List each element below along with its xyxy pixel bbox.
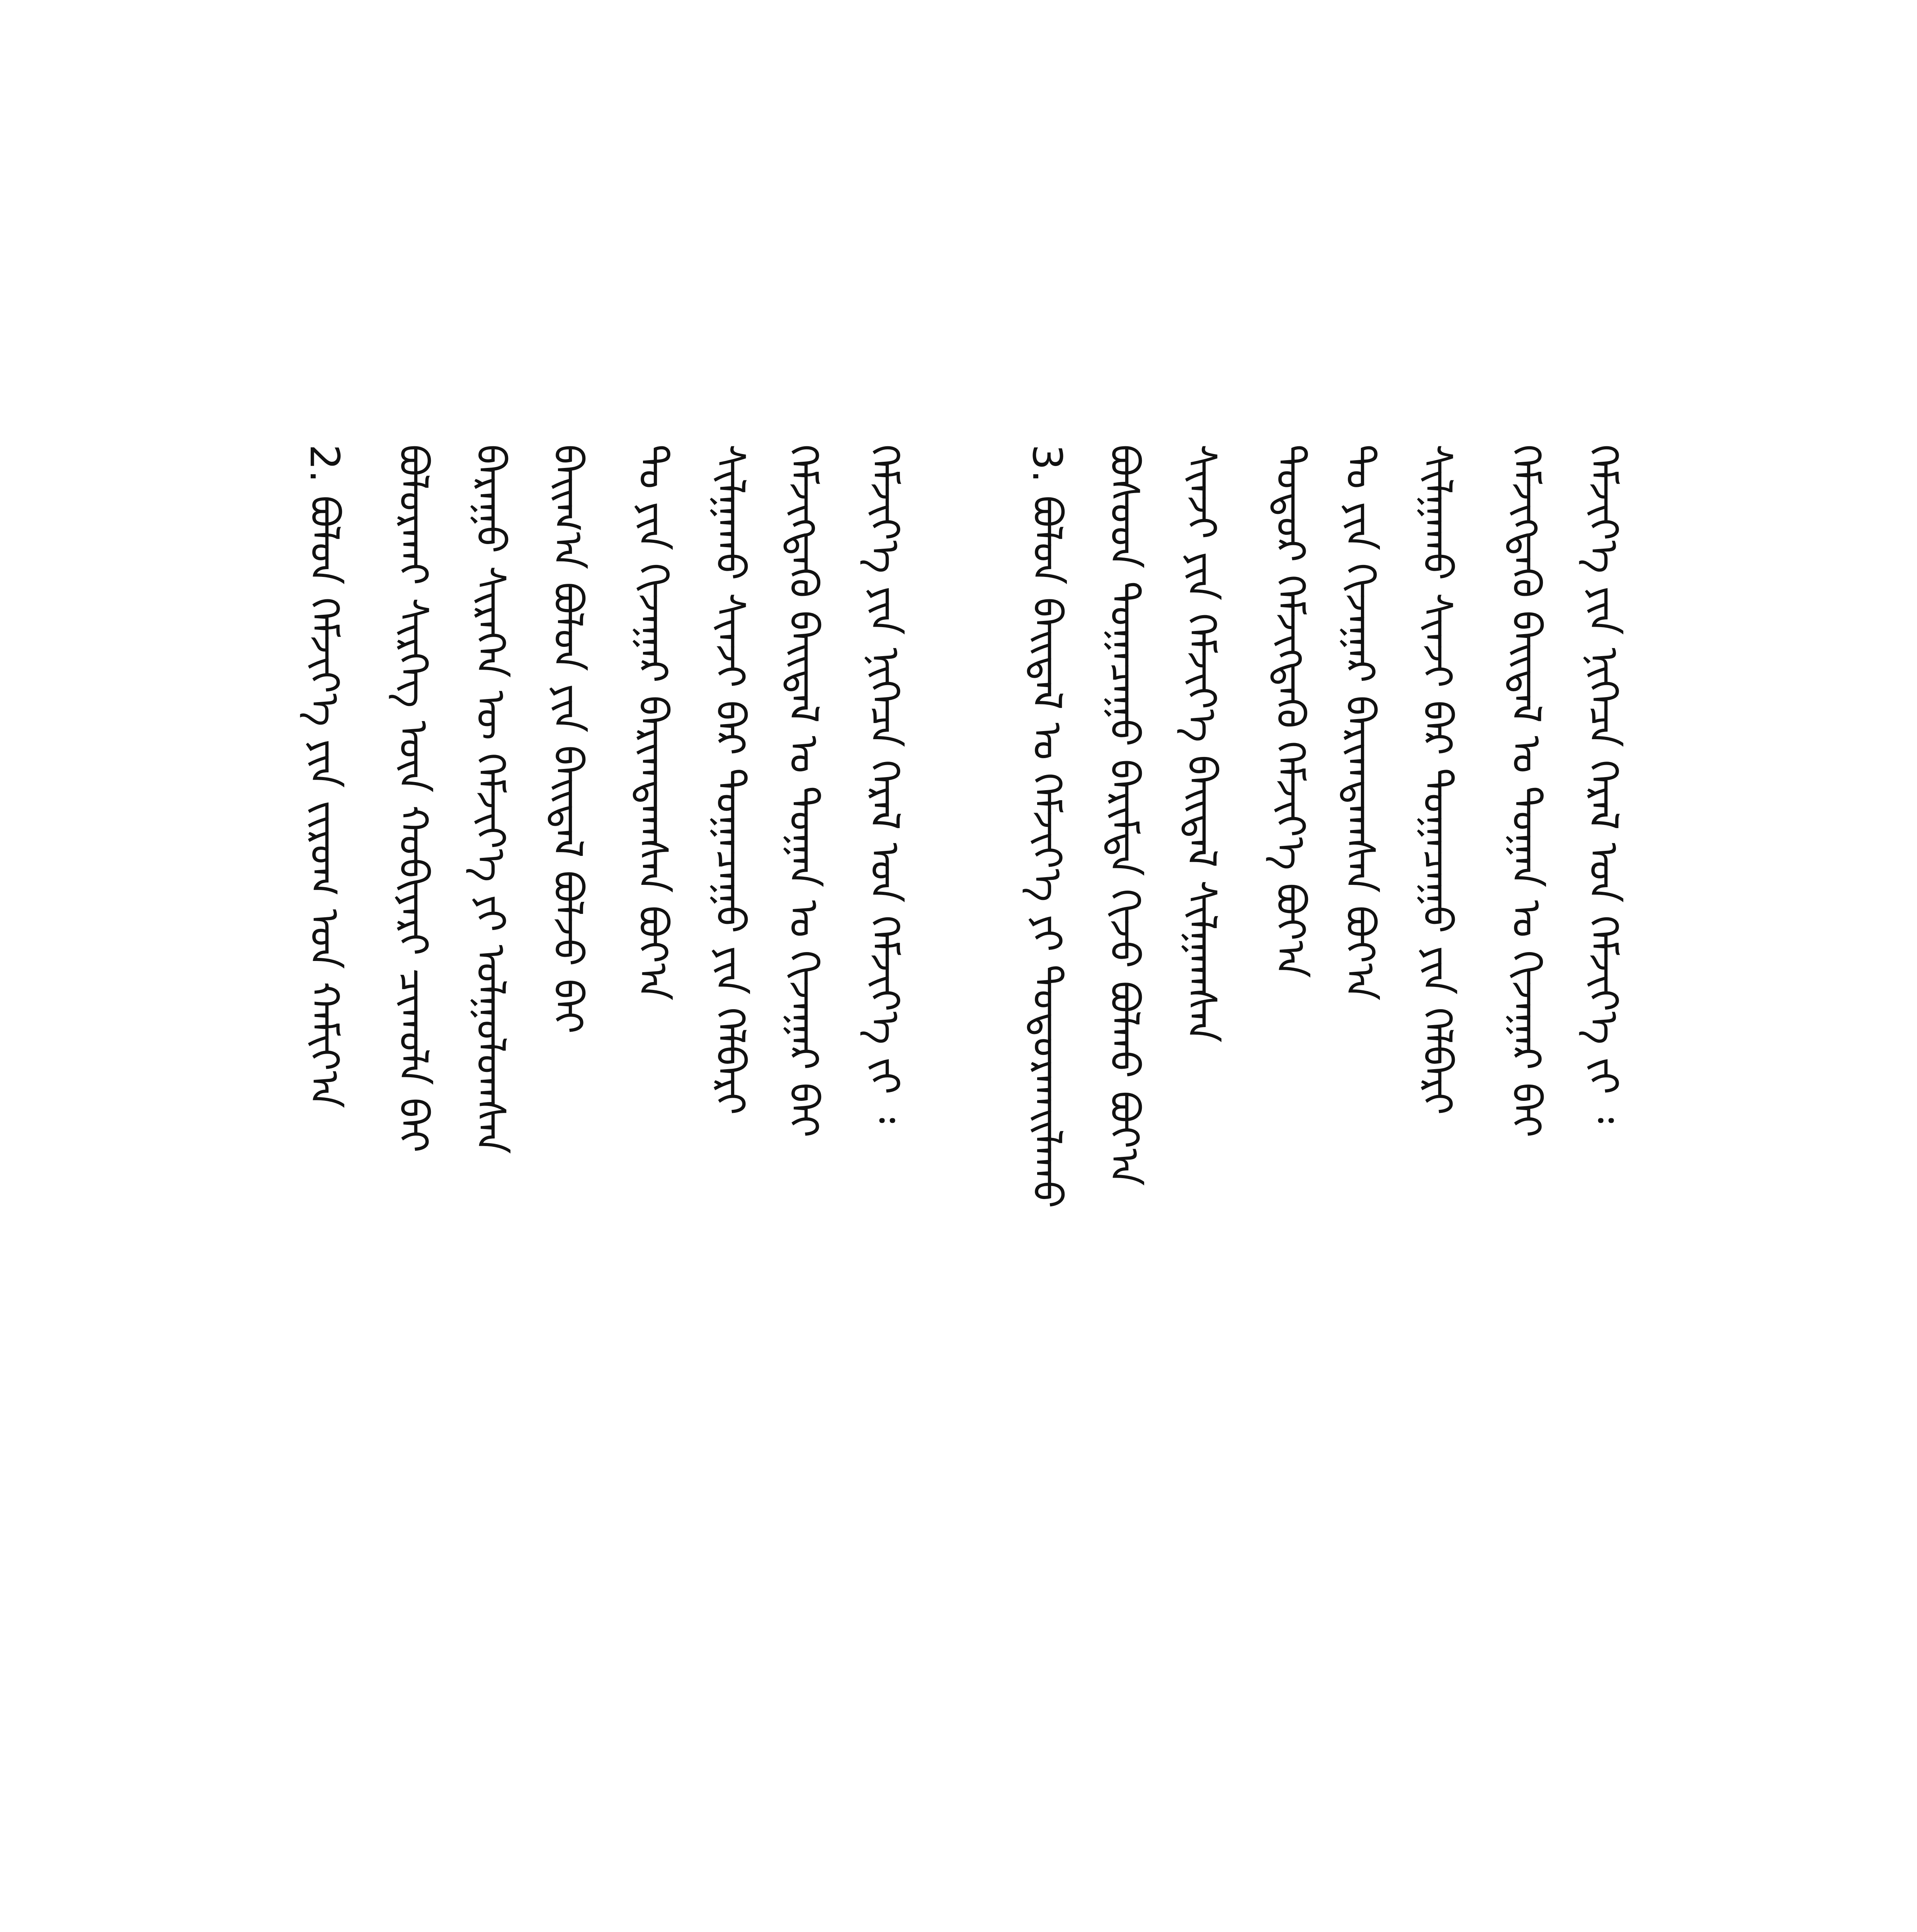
text-line-15: ᠬᠡᠮᠵᠢᠭᠳᠡᠬᠦ ᠪᠠᠢᠳᠠᠯ ᠤ ᠲᠣᠭᠠᠨ ᠤ ᠬᠢᠵᠠᠭᠠᠷ ᠪᠠᠢ	[1503, 444, 1550, 1138]
text-line-7: ᠬᠡᠮᠵᠢᠭᠳᠡᠬᠦ ᠪᠠᠢᠳᠠᠯ ᠤ ᠲᠣᠭᠠᠨ ᠤ ᠬᠢᠵᠠᠭᠠᠷ ᠪᠠᠢ	[780, 444, 827, 1138]
text-line-8: ᠬᠡᠮᠵᠢᠶ᠎ᠡ ᠶᠢᠨ ᠨᠢᠭᠡᠴᠡ ᠭᠡᠷᠡᠯ ᠤᠨ ᠬᠡᠮᠵᠢᠶ᠎ᠡ ᠵᠢ ᠄	[861, 444, 908, 1124]
text-line-9: 3. ᠪᠣᠯᠤᠨ ᠪᠠᠢᠳᠠᠯ ᠤ ᠬᠡᠮᠵᠢᠶ᠎ᠡ ᠶᠢ ᠲᠣᠳᠣᠷᠬᠠᠢᠯᠠᠬᠤ	[1024, 444, 1071, 1208]
text-line-3: ᠪᠠᠷᠠᠭᠤ ᠰᠢᠷᠡᠭᠡᠨ ᠦ ᠬᠡᠮᠵᠢᠶ᠎ᠡ ᠶᠢ ᠣᠯᠭᠤᠯᠤᠭᠰᠠᠨ	[467, 444, 514, 1154]
text-line-13: ᠲᠣ ᠶᠢᠨ ᠬᠢᠵᠠᠭᠠᠷ ᠪᠠᠷᠢᠭᠳᠠᠭᠰᠠᠨ ᠪᠤᠶ᠎ᠠ	[1337, 444, 1384, 1001]
text-line-10: ᠪᠤᠰᠤᠳ ᠲᠣᠭᠠᠴᠠᠭᠤ ᠪᠠᠷᠢᠮᠲᠠ ᠬᠢᠵᠤ ᠪᠣᠯᠬᠤ ᠪᠤᠶ᠎ᠠ	[1101, 444, 1148, 1186]
text-line-16: ᠬᠡᠮᠵᠢᠶ᠎ᠡ ᠶᠢᠨ ᠨᠢᠭᠡᠴᠡ ᠭᠡᠷᠡᠯ ᠤᠨ ᠬᠡᠮᠵᠢᠶ᠎ᠡ ᠵᠢ ᠄	[1580, 444, 1627, 1124]
text-line-4: ᠪᠠᠢᠭ᠎ᠠ ᠪᠣᠯᠤᠨ ᠶᠢᠨ ᠪᠠᠢᠳᠠᠯ ᠪᠣᠯᠵᠤ ᠪᠠᠢ	[544, 444, 592, 1034]
text-line-5: ᠲᠣ ᠶᠢᠨ ᠬᠢᠵᠠᠭᠠᠷ ᠪᠠᠷᠢᠭᠳᠠᠭᠰᠠᠨ ᠪᠤᠶ᠎ᠠ	[629, 444, 677, 1001]
text-line-6: ᠰᠢᠯᠭᠠᠬᠤ ᠰᠢᠨᠵᠢ ᠪᠠᠷ ᠲᠣᠭᠠᠴᠠᠭᠤ ᠶᠢᠨ ᠬᠡᠯᠪᠡᠷᠢ	[707, 444, 754, 1115]
text-line-12: ᠳᠣᠲᠣᠷ ᠬᠡᠮᠵᠢᠭᠳᠡᠬᠦ ᠬᠡᠮᠵᠢᠶ᠎ᠡ ᠪᠤᠶ᠎ᠠ	[1267, 444, 1314, 978]
text-line-2: ᠪᠤᠯᠣᠷᠬᠠᠢ ᠰᠢᠷᠬᠡᠭ ᠦᠨ ᠬᠤᠪᠢᠶᠠᠷᠢ ᠴᠢᠬᠤᠯᠠ ᠪᠠᠢ	[390, 444, 437, 1153]
text-line-14: ᠰᠢᠯᠭᠠᠬᠤ ᠰᠢᠨᠵᠢ ᠪᠠᠷ ᠲᠣᠭᠠᠴᠠᠭᠤ ᠶᠢᠨ ᠬᠡᠯᠪᠡᠷᠢ	[1414, 444, 1461, 1115]
text-line-11: ᠰᠢᠨᠵᠢ ᠶᠢᠨ ᠬᠡᠮᠵᠢᠶ᠎ᠡ ᠪᠠᠢᠳᠠᠯ ᠰᠢᠯᠭᠠᠭᠰᠠᠨ	[1178, 444, 1225, 1043]
text-line-1: 2. ᠪᠣᠯᠤᠨ ᠬᠡᠮᠵᠢᠶ᠎ᠡ ᠶᠢᠨ ᠵᠢᠷᠤᠭ ᠤᠨ ᠬᠠᠮᠢᠶ᠎ᠠ	[301, 444, 348, 1109]
